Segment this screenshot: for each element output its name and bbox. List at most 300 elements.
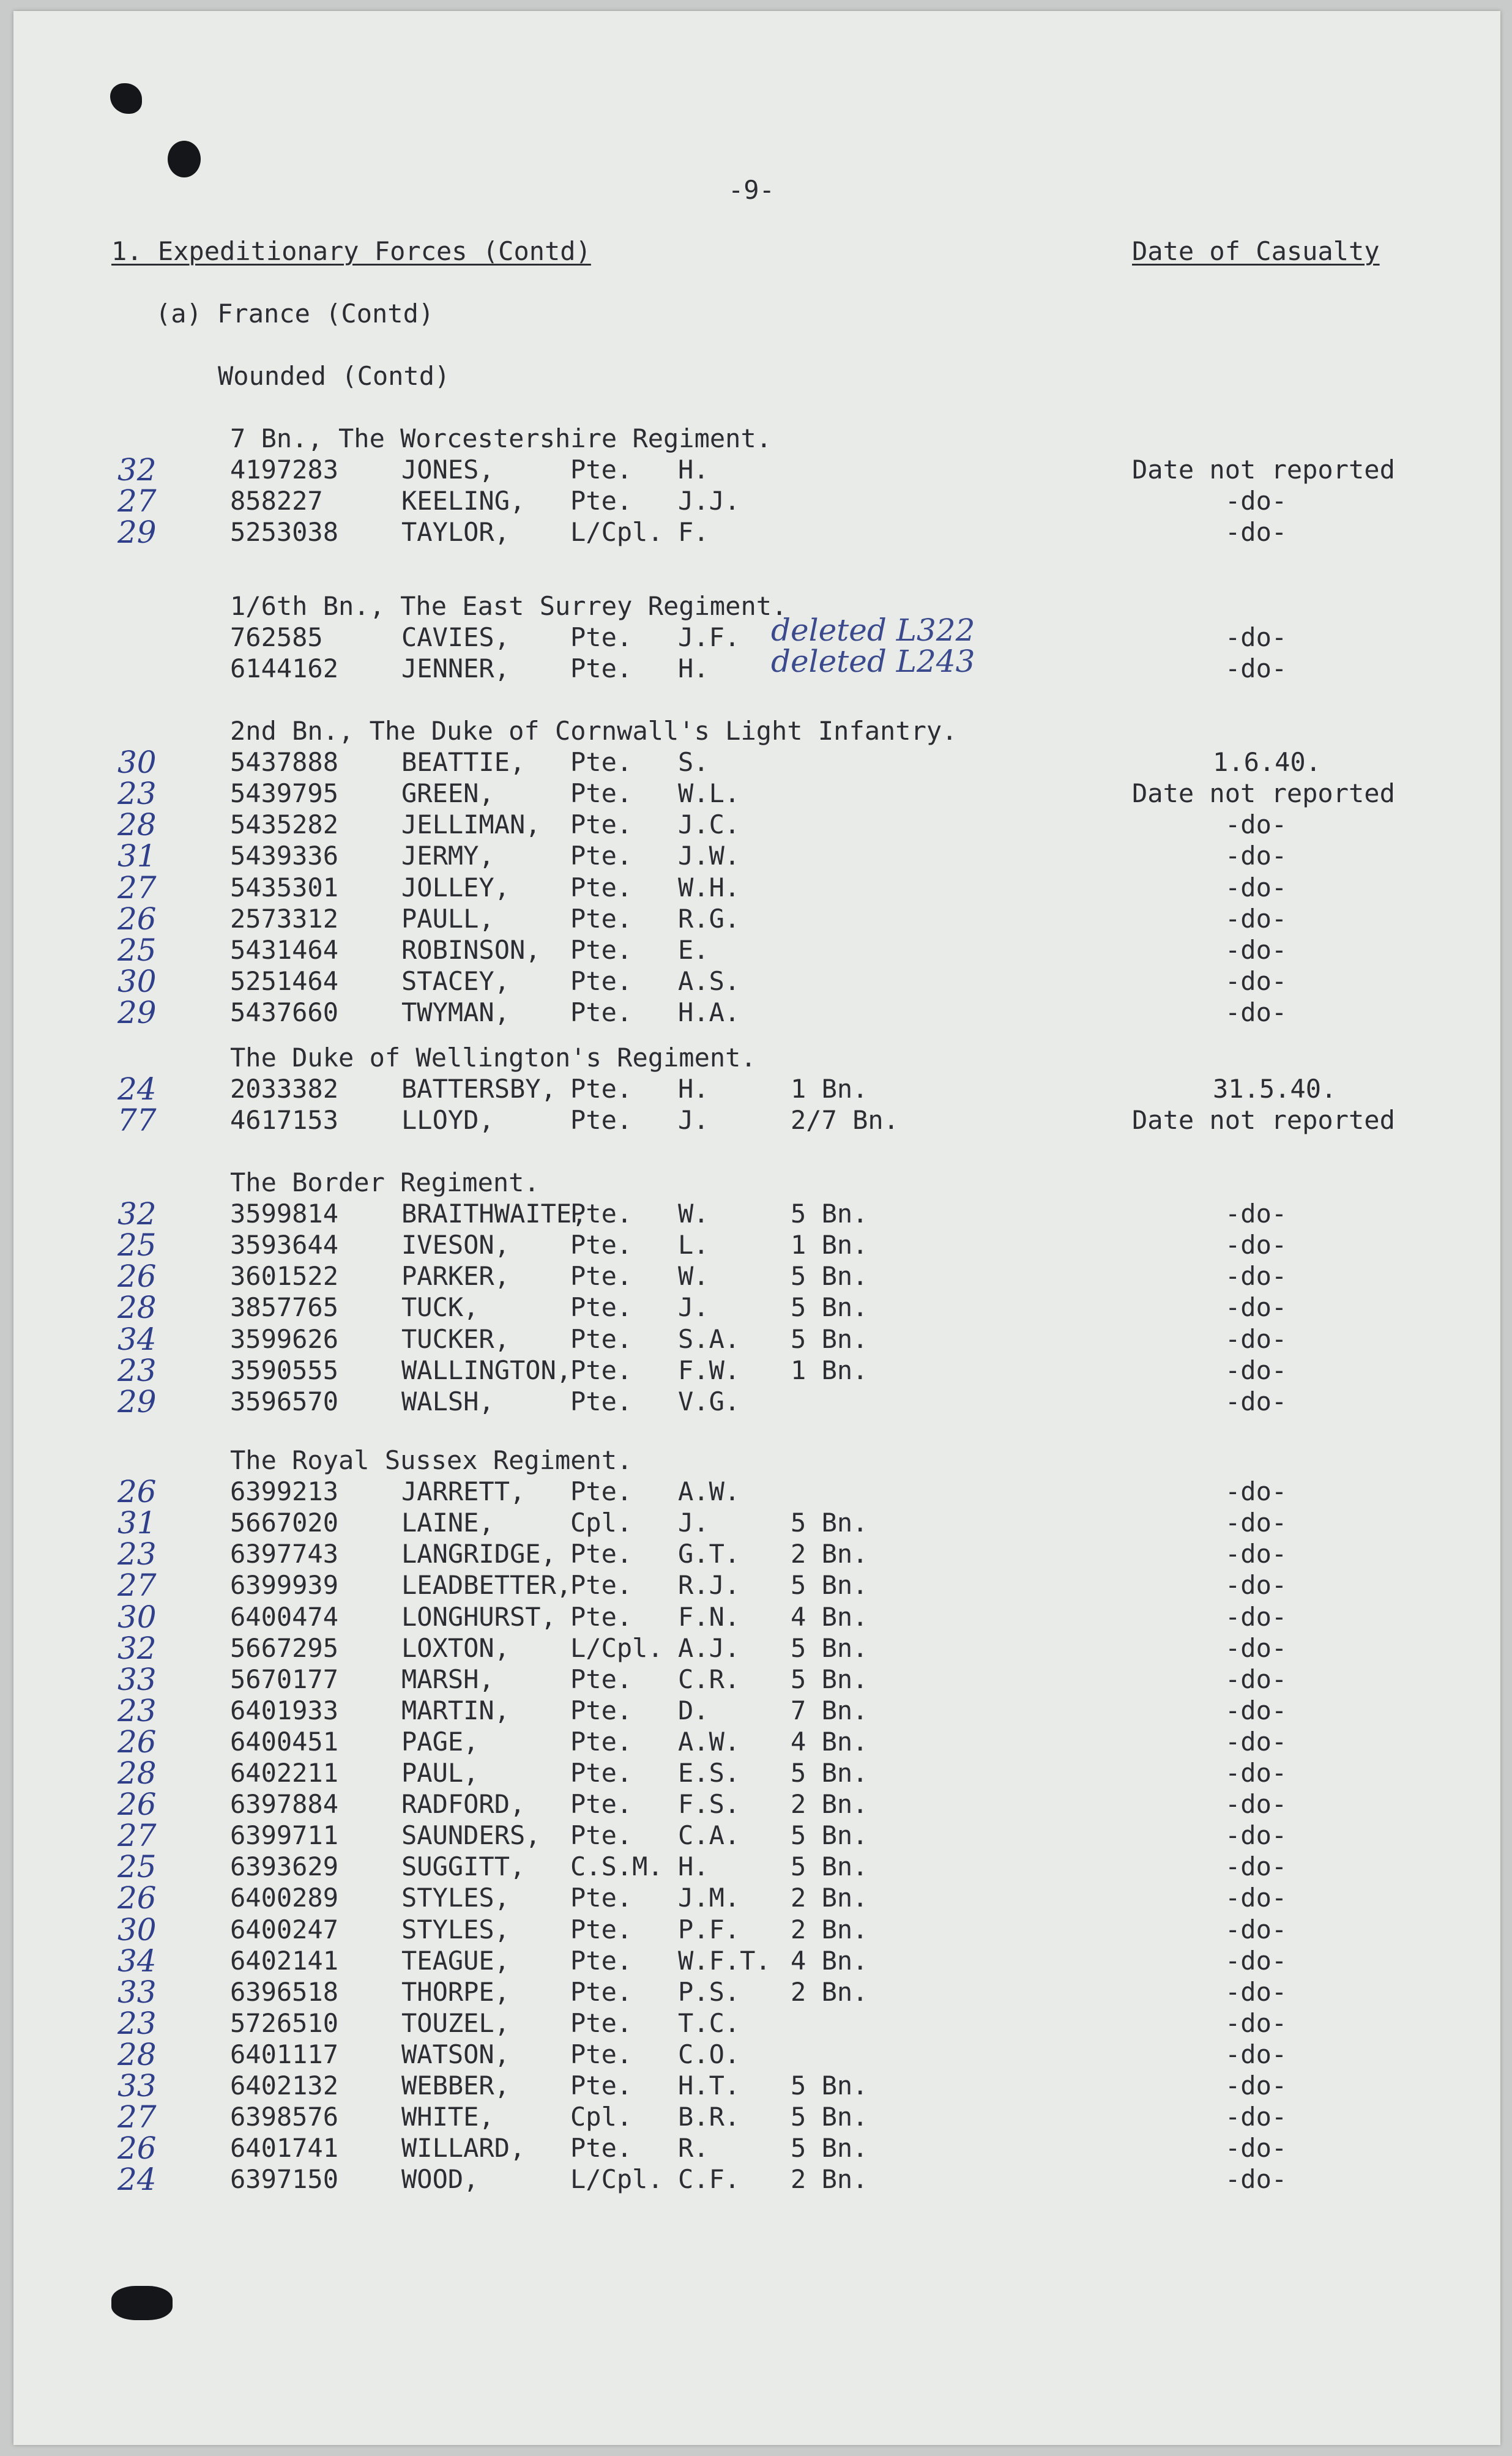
service-number: 6401741 [230,2133,339,2163]
surname: KEELING, [401,486,526,516]
rank: Pte. [570,841,633,871]
rank: Pte. [570,809,633,839]
surname: IVESON, [401,1230,510,1260]
punch-hole [110,83,142,114]
rank: Pte. [570,1539,633,1569]
service-number: 3593644 [230,1230,339,1260]
casualty-date: -do- [1225,517,1287,547]
initials: S.A. [678,1324,740,1354]
tally-mark: 27 [117,2099,157,2135]
rank: Pte. [570,778,633,808]
rank: Pte. [570,1324,633,1354]
section-heading: 1. Expeditionary Forces (Contd) [111,236,591,266]
battalion: 2 Bn. [791,1977,868,2007]
surname: GREEN, [401,778,494,808]
casualty-date: -do- [1225,1883,1287,1913]
initials: H. [678,653,709,683]
rank: Pte. [570,1386,633,1416]
battalion: 5 Bn. [791,1199,868,1229]
battalion: 5 Bn. [791,2133,868,2163]
regiment-heading: 2nd Bn., The Duke of Cornwall's Light Infantry. [230,716,958,746]
tally-mark: 27 [117,870,157,906]
rank: Pte. [570,1883,633,1913]
punch-hole [111,2286,173,2320]
surname: MARSH, [401,1664,494,1694]
service-number: 5435282 [230,809,339,839]
initials: A.W. [678,1727,740,1757]
rank: Pte. [570,486,633,516]
casualty-date: -do- [1225,486,1287,516]
casualty-date: -do- [1225,2102,1287,2132]
battalion: 4 Bn. [791,1602,868,1632]
casualty-date: -do- [1225,873,1287,902]
service-number: 6397884 [230,1789,339,1819]
surname: PAGE, [401,1727,479,1757]
service-number: 5437888 [230,747,339,777]
casualty-date: -do- [1225,653,1287,683]
surname: ROBINSON, [401,935,541,965]
surname: WALSH, [401,1386,494,1416]
casualty-date: -do- [1225,2071,1287,2101]
page-number: -9- [728,175,775,205]
initials: W. [678,1261,709,1291]
rank: Pte. [570,1570,633,1600]
tally-mark: 29 [117,1384,157,1420]
initials: C.F. [678,2164,740,2194]
surname: JONES, [401,455,494,485]
battalion: 5 Bn. [791,1851,868,1881]
initials: S. [678,747,709,777]
tally-mark: 27 [117,1818,157,1853]
surname: PAUL, [401,1758,479,1788]
casualty-date: -do- [1225,1820,1287,1850]
casualty-date: -do- [1225,1199,1287,1229]
casualty-date: Date not reported [1132,778,1395,808]
handwritten-annotation: deleted L322 [771,612,975,648]
surname: WEBBER, [401,2071,510,2101]
initials: T.C. [678,2008,740,2038]
casualty-date: -do- [1225,1695,1287,1725]
tally-mark: 23 [117,776,157,811]
surname: LONGHURST, [401,1602,556,1632]
tally-mark: 23 [117,2006,157,2041]
service-number: 3857765 [230,1292,339,1322]
rank: Pte. [570,1915,633,1944]
rank: Pte. [570,1292,633,1322]
initials: W. [678,1199,709,1229]
surname: TAYLOR, [401,517,510,547]
casualty-date: -do- [1225,1758,1287,1788]
surname: LOXTON, [401,1633,510,1663]
battalion: 2 Bn. [791,1883,868,1913]
tally-mark: 26 [117,1474,157,1509]
tally-mark: 30 [117,745,157,780]
initials: R. [678,2133,709,2163]
rank: Pte. [570,1977,633,2007]
surname: LLOYD, [401,1105,494,1135]
rank: Pte. [570,2008,633,2038]
tally-mark: 24 [117,2162,157,2197]
rank: Pte. [570,935,633,965]
rank: L/Cpl. [570,517,663,547]
casualty-date: -do- [1225,1570,1287,1600]
casualty-date: -do- [1225,1230,1287,1260]
surname: TWYMAN, [401,997,510,1027]
initials: W.L. [678,778,740,808]
initials: D. [678,1695,709,1725]
service-number: 5667020 [230,1508,339,1538]
tally-mark: 32 [117,1631,157,1666]
initials: C.A. [678,1820,740,1850]
tally-mark: 23 [117,1693,157,1729]
sub-heading: (a) France (Contd) [155,299,434,329]
surname: WATSON, [401,2039,510,2069]
service-number: 3599814 [230,1199,339,1229]
initials: R.G. [678,904,740,934]
service-number: 5431464 [230,935,339,965]
surname: PAULL, [401,904,494,934]
rank: Pte. [570,1476,633,1506]
tally-mark: 25 [117,1849,157,1885]
initials: G.T. [678,1539,740,1569]
rank: Pte. [570,455,633,485]
regiment-heading: The Royal Sussex Regiment. [230,1445,633,1475]
service-number: 5253038 [230,517,339,547]
initials: P.F. [678,1915,740,1944]
battalion: 5 Bn. [791,1820,868,1850]
initials: F.N. [678,1602,740,1632]
service-number: 6401933 [230,1695,339,1725]
service-number: 6400289 [230,1883,339,1913]
tally-mark: 23 [117,1353,157,1388]
initials: J.M. [678,1883,740,1913]
battalion: 5 Bn. [791,1664,868,1694]
battalion: 1 Bn. [791,1355,868,1385]
tally-mark: 34 [117,1322,157,1357]
initials: J. [678,1292,709,1322]
service-number: 6396518 [230,1977,339,2007]
battalion: 5 Bn. [791,1758,868,1788]
rank: Cpl. [570,2102,633,2132]
rank: Pte. [570,1758,633,1788]
service-number: 6397150 [230,2164,339,2194]
initials: C.R. [678,1664,740,1694]
casualty-date: -do- [1225,966,1287,996]
tally-mark: 28 [117,807,157,843]
rank: Pte. [570,747,633,777]
casualty-date: -do- [1225,841,1287,871]
initials: B.R. [678,2102,740,2132]
tally-mark: 33 [117,2068,157,2104]
battalion: 2/7 Bn. [791,1105,899,1135]
surname: BATTERSBY, [401,1074,556,1104]
service-number: 6399213 [230,1476,339,1506]
surname: TEAGUE, [401,1946,510,1976]
casualty-date: -do- [1225,2133,1287,2163]
tally-mark: 26 [117,1259,157,1294]
tally-mark: 31 [117,1505,157,1541]
battalion: 5 Bn. [791,1261,868,1291]
rank: Pte. [570,1355,633,1385]
battalion: 7 Bn. [791,1695,868,1725]
surname: STACEY, [401,966,510,996]
casualty-date: -do- [1225,1476,1287,1506]
service-number: 3601522 [230,1261,339,1291]
tally-mark: 27 [117,483,157,519]
tally-mark: 25 [117,932,157,968]
initials: A.W. [678,1476,740,1506]
tally-mark: 30 [117,1912,157,1948]
casualty-date: -do- [1225,1915,1287,1944]
casualty-date: -do- [1225,1602,1287,1632]
service-number: 3596570 [230,1386,339,1416]
initials: J.W. [678,841,740,871]
initials: J.J. [678,486,740,516]
service-number: 6400451 [230,1727,339,1757]
handwritten-annotation: deleted L243 [771,644,975,679]
surname: STYLES, [401,1915,510,1944]
surname: MARTIN, [401,1695,510,1725]
surname: LEADBETTER, [401,1570,572,1600]
casualty-date: -do- [1225,1508,1287,1538]
casualty-date: -do- [1225,1664,1287,1694]
initials: F. [678,517,709,547]
rank: L/Cpl. [570,2164,663,2194]
rank: Pte. [570,1664,633,1694]
service-number: 6401117 [230,2039,339,2069]
rank: Pte. [570,1230,633,1260]
service-number: 858227 [230,486,323,516]
rank: Pte. [570,622,633,652]
initials: A.S. [678,966,740,996]
casualty-date: -do- [1225,1539,1287,1569]
casualty-date: -do- [1225,1386,1287,1416]
service-number: 6393629 [230,1851,339,1881]
tally-mark: 28 [117,1290,157,1325]
service-number: 4617153 [230,1105,339,1135]
tally-mark: 26 [117,2130,157,2166]
service-number: 6144162 [230,653,339,683]
tally-mark: 34 [117,1943,157,1979]
battalion: 5 Bn. [791,1292,868,1322]
document-page [13,11,1500,2445]
service-number: 762585 [230,622,323,652]
initials: C.O. [678,2039,740,2069]
service-number: 3599626 [230,1324,339,1354]
rank: Pte. [570,1789,633,1819]
rank: C.S.M. [570,1851,663,1881]
battalion: 2 Bn. [791,1789,868,1819]
initials: J.F. [678,622,740,652]
service-number: 2573312 [230,904,339,934]
battalion: 5 Bn. [791,2102,868,2132]
surname: WALLINGTON, [401,1355,572,1385]
tally-mark: 33 [117,1662,157,1697]
initials: H.A. [678,997,740,1027]
initials: W.H. [678,873,740,902]
rank: Pte. [570,966,633,996]
rank: Pte. [570,904,633,934]
rank: Pte. [570,1602,633,1632]
tally-mark: 26 [117,1787,157,1822]
casualty-date: -do- [1225,1292,1287,1322]
service-number: 6402132 [230,2071,339,2101]
initials: F.S. [678,1789,740,1819]
surname: BEATTIE, [401,747,526,777]
surname: WHITE, [401,2102,494,2132]
surname: SAUNDERS, [401,1820,541,1850]
rank: Cpl. [570,1508,633,1538]
battalion: 5 Bn. [791,1633,868,1663]
battalion: 4 Bn. [791,1946,868,1976]
casualty-date: Date not reported [1132,455,1395,485]
battalion: 4 Bn. [791,1727,868,1757]
casualty-date: -do- [1225,1727,1287,1757]
rank: Pte. [570,1074,633,1104]
surname: PARKER, [401,1261,510,1291]
casualty-date: Date not reported [1132,1105,1395,1135]
tally-mark: 25 [117,1227,157,1263]
service-number: 6399711 [230,1820,339,1850]
initials: J. [678,1508,709,1538]
initials: H. [678,1074,709,1104]
rank: Pte. [570,1105,633,1135]
tally-mark: 30 [117,1599,157,1635]
initials: A.J. [678,1633,740,1663]
service-number: 6400247 [230,1915,339,1944]
surname: TUCK, [401,1292,479,1322]
tally-mark: 27 [117,1568,157,1603]
tally-mark: 23 [117,1536,157,1572]
service-number: 5439795 [230,778,339,808]
tally-mark: 32 [117,452,157,488]
casualty-date: -do- [1225,1851,1287,1881]
punch-hole [168,141,201,177]
surname: JOLLEY, [401,873,510,902]
initials: E.S. [678,1758,740,1788]
initials: J.C. [678,809,740,839]
service-number: 6402141 [230,1946,339,1976]
service-number: 5439336 [230,841,339,871]
tally-mark: 28 [117,2037,157,2072]
rank: Pte. [570,2133,633,2163]
service-number: 5251464 [230,966,339,996]
battalion: 5 Bn. [791,1570,868,1600]
battalion: 5 Bn. [791,2071,868,2101]
surname: WILLARD, [401,2133,526,2163]
service-number: 6397743 [230,1539,339,1569]
service-number: 5726510 [230,2008,339,2038]
tally-mark: 24 [117,1071,157,1107]
rank: Pte. [570,2039,633,2069]
initials: P.S. [678,1977,740,2007]
battalion: 5 Bn. [791,1324,868,1354]
initials: H. [678,1851,709,1881]
status-heading: Wounded (Contd) [218,361,450,391]
casualty-date: -do- [1225,1261,1287,1291]
casualty-date: -do- [1225,997,1287,1027]
battalion: 5 Bn. [791,1508,868,1538]
surname: LANGRIDGE, [401,1539,556,1569]
casualty-date: -do- [1225,2039,1287,2069]
casualty-date: -do- [1225,2008,1287,2038]
tally-mark: 29 [117,515,157,550]
battalion: 1 Bn. [791,1230,868,1260]
surname: JARRETT, [401,1476,526,1506]
tally-mark: 29 [117,995,157,1030]
surname: BRAITHWAITE, [401,1199,587,1229]
rank: Pte. [570,2071,633,2101]
tally-mark: 26 [117,1724,157,1760]
tally-mark: 32 [117,1196,157,1232]
date-column-header: Date of Casualty [1132,236,1380,266]
initials: R.J. [678,1570,740,1600]
service-number: 2033382 [230,1074,339,1104]
regiment-heading: 1/6th Bn., The East Surrey Regiment. [230,591,788,621]
initials: V.G. [678,1386,740,1416]
casualty-date: -do- [1225,2164,1287,2194]
casualty-date: -do- [1225,1977,1287,2007]
surname: JELLIMAN, [401,809,541,839]
service-number: 6402211 [230,1758,339,1788]
rank: Pte. [570,653,633,683]
casualty-date: 31.5.40. [1213,1074,1337,1104]
tally-mark: 77 [117,1103,157,1138]
casualty-date: -do- [1225,1633,1287,1663]
initials: F.W. [678,1355,740,1385]
rank: Pte. [570,1820,633,1850]
surname: WOOD, [401,2164,479,2194]
tally-mark: 28 [117,1755,157,1791]
service-number: 5435301 [230,873,339,902]
casualty-date: -do- [1225,1355,1287,1385]
service-number: 6398576 [230,2102,339,2132]
service-number: 5437660 [230,997,339,1027]
casualty-date: -do- [1225,904,1287,934]
initials: W.F.T. [678,1946,771,1976]
surname: THORPE, [401,1977,510,2007]
casualty-date: -do- [1225,622,1287,652]
rank: Pte. [570,1695,633,1725]
surname: CAVIES, [401,622,510,652]
rank: Pte. [570,997,633,1027]
tally-mark: 26 [117,1880,157,1916]
rank: Pte. [570,1727,633,1757]
tally-mark: 33 [117,1974,157,2010]
service-number: 3590555 [230,1355,339,1385]
surname: JENNER, [401,653,510,683]
service-number: 6399939 [230,1570,339,1600]
initials: H. [678,455,709,485]
service-number: 6400474 [230,1602,339,1632]
initials: E. [678,935,709,965]
rank: Pte. [570,1261,633,1291]
casualty-date: -do- [1225,1946,1287,1976]
surname: TUCKER, [401,1324,510,1354]
regiment-heading: The Duke of Wellington's Regiment. [230,1043,756,1073]
tally-mark: 30 [117,964,157,999]
initials: H.T. [678,2071,740,2101]
initials: J. [678,1105,709,1135]
casualty-date: -do- [1225,935,1287,965]
casualty-date: 1.6.40. [1213,747,1322,777]
rank: Pte. [570,1199,633,1229]
surname: RADFORD, [401,1789,526,1819]
rank: Pte. [570,1946,633,1976]
surname: TOUZEL, [401,2008,510,2038]
surname: JERMY, [401,841,494,871]
tally-mark: 31 [117,838,157,874]
